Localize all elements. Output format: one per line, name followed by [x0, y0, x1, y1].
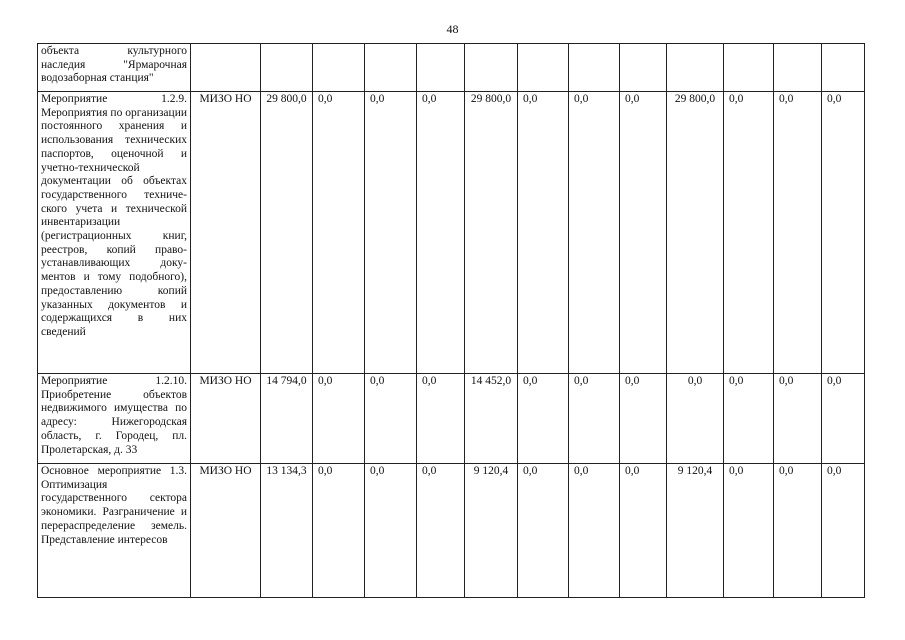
executor-cell: МИЗО НО: [191, 464, 261, 598]
amount-cell: 0,0: [417, 464, 465, 598]
amount-cell: 0,0: [365, 464, 417, 598]
amount-cell: 13 134,3: [261, 464, 313, 598]
measure-description: Мероприятие 1.2.10. Приобретение объектов недвижимого имущества по адресу: Нижегородская область, г. Городец, пл. Пролетарская, д. 33: [38, 374, 191, 464]
amount-cell: 0,0: [365, 92, 417, 374]
amount-cell: 0,0: [774, 92, 822, 374]
amount-cell: 0,0: [724, 92, 774, 374]
table-row: [38, 374, 865, 464]
table-row: [38, 92, 865, 374]
amount-cell: 0,0: [724, 464, 774, 598]
amount-cell: 0,0: [724, 374, 774, 464]
amount-cell: 0,0: [822, 374, 865, 464]
table-row: [38, 44, 865, 92]
amount-cell: 0,0: [569, 92, 620, 374]
amount-cell: 0,0: [518, 374, 569, 464]
amount-cell: [465, 44, 518, 92]
amount-cell: 0,0: [620, 374, 667, 464]
amount-cell: 0,0: [417, 92, 465, 374]
page-number: 48: [446, 22, 459, 36]
amount-cell: 14 794,0: [261, 374, 313, 464]
amount-cell: 14 452,0: [465, 374, 518, 464]
amount-cell: 0,0: [774, 464, 822, 598]
measure-description: Мероприятие 1.2.9. Мероприятия по организации постоянного хранения и использования технических паспортов, оценочной и учетно-технической документации об объектах государственного технического учета и технической инвентаризации (регистрационных книг, реестров, копий правоустанавливающих документов и тому подобного), предоставлению копий указанных документов и содержащихся в них сведений: [38, 92, 191, 374]
amount-cell: 0,0: [518, 92, 569, 374]
amount-cell: [774, 44, 822, 92]
executor-cell: МИЗО НО: [191, 92, 261, 374]
amount-cell: [620, 44, 667, 92]
amount-cell: 0,0: [774, 374, 822, 464]
amount-cell: [724, 44, 774, 92]
amount-cell: 0,0: [620, 92, 667, 374]
amount-cell: 0,0: [620, 464, 667, 598]
measure-description: объекта культурного наследия "Ярмарочная водозаборная станция": [38, 44, 191, 92]
amount-cell: [261, 44, 313, 92]
amount-cell: 0,0: [365, 374, 417, 464]
amount-cell: 0,0: [822, 464, 865, 598]
amount-cell: [822, 44, 865, 92]
amount-cell: [365, 44, 417, 92]
amount-cell: 0,0: [313, 374, 365, 464]
amount-cell: [313, 44, 365, 92]
program-table: [37, 43, 865, 598]
amount-cell: 0,0: [518, 464, 569, 598]
amount-cell: 0,0: [822, 92, 865, 374]
amount-cell: 0,0: [417, 374, 465, 464]
amount-cell: 29 800,0: [667, 92, 724, 374]
amount-cell: 29 800,0: [261, 92, 313, 374]
amount-cell: 0,0: [569, 374, 620, 464]
amount-cell: [518, 44, 569, 92]
amount-cell: 9 120,4: [465, 464, 518, 598]
amount-cell: 0,0: [313, 464, 365, 598]
amount-cell: [667, 44, 724, 92]
amount-cell: 9 120,4: [667, 464, 724, 598]
table-row: [38, 464, 865, 598]
executor-cell: МИЗО НО: [191, 374, 261, 464]
amount-cell: 29 800,0: [465, 92, 518, 374]
executor-cell: [191, 44, 261, 92]
amount-cell: [569, 44, 620, 92]
measure-description: Основное мероприятие 1.3. Оптимизация государственного сектора экономики. Разграничение и перераспределение земель. Представление интересов: [38, 464, 191, 598]
amount-cell: 0,0: [313, 92, 365, 374]
amount-cell: 0,0: [667, 374, 724, 464]
amount-cell: [417, 44, 465, 92]
amount-cell: 0,0: [569, 464, 620, 598]
